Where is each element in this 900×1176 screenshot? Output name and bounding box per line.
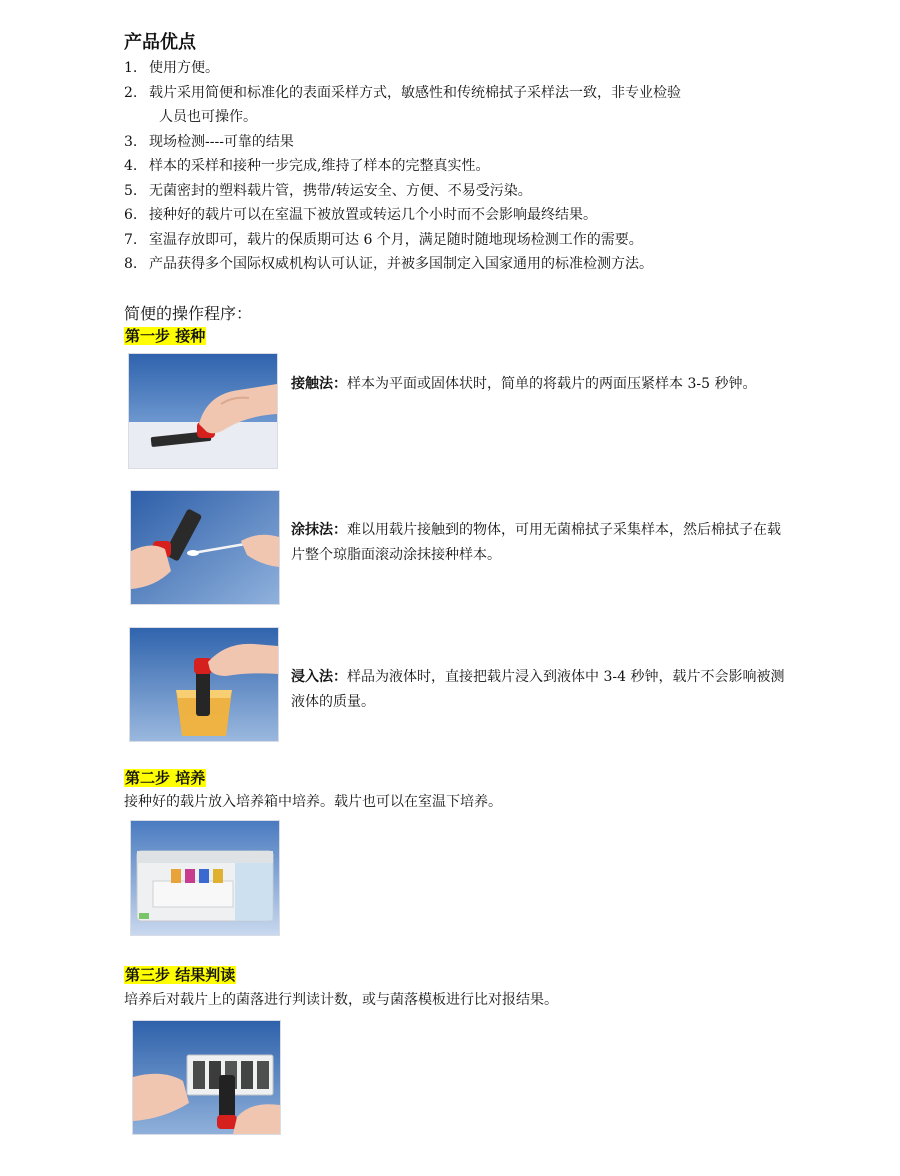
incubator-photo	[130, 820, 280, 936]
result-reading-photo	[132, 1020, 281, 1135]
method-name: 接触法：	[291, 376, 347, 392]
advantages-title: 产品优点	[124, 32, 196, 53]
method-name: 浸入法：	[291, 669, 347, 685]
list-item	[124, 228, 804, 253]
item-number: 6.	[124, 207, 138, 223]
item-number: 1.	[124, 60, 138, 76]
step2-label: 第二步 培养	[125, 769, 206, 787]
item-number: 3.	[124, 133, 138, 150]
list-item	[124, 252, 804, 277]
item-text: 产品获得多个国际权威机构认可认证，并被多国制定入国家通用的标准检测方法。	[149, 256, 653, 272]
method-description: 样本为平面或固体状时，简单的将载片的两面压紧样本 3-5 秒钟。	[347, 376, 757, 392]
procedure-heading: 简便的操作程序：	[124, 304, 253, 323]
item-text: 样本的采样和接种一步完成,维持了样本的完整真实性。	[149, 158, 490, 174]
list-item	[124, 203, 804, 228]
step1-label: 第一步 接种	[125, 327, 206, 345]
item-text: 接种好的载片可以在室温下被放置或转运几个小时而不会影响最终结果。	[149, 207, 597, 223]
list-item	[124, 130, 804, 155]
method-description: 难以用载片接触到的物体，可用无菌棉拭子采集样本，然后棉拭子在载片整个琼脂面滚动涂抹接种样本。	[291, 522, 781, 563]
swab-method-text	[291, 518, 791, 568]
list-item	[124, 81, 804, 130]
contact-method-photo	[128, 353, 278, 469]
item-number: 7.	[124, 231, 138, 248]
list-item	[124, 154, 804, 179]
contact-method-text	[291, 372, 791, 397]
method-name: 涂抹法：	[291, 522, 347, 538]
item-text: 使用方便。	[149, 60, 219, 76]
item-text: 载片采用简便和标准化的表面采样方式，敏感性和传统棉拭子采样法一致，非专业检验	[149, 84, 681, 101]
advantages-list	[124, 56, 804, 277]
item-number: 4.	[124, 158, 138, 174]
step2-heading	[124, 767, 206, 788]
step3-label: 第三步 结果判读	[125, 966, 236, 984]
step3-text: 培养后对载片上的菌落进行判读计数，或与菌落模板进行比对报结果。	[124, 992, 558, 1008]
immersion-method-photo	[129, 627, 279, 742]
step1-heading	[124, 325, 206, 346]
item-number: 8.	[124, 256, 138, 272]
step2-text: 接种好的载片放入培养箱中培养。载片也可以在室温下培养。	[124, 794, 502, 810]
item-text: 现场检测----可靠的结果	[149, 133, 294, 150]
swab-method-photo	[130, 490, 280, 605]
step3-heading	[124, 964, 236, 985]
item-text: 无菌密封的塑料载片管，携带/转运安全、方便、不易受污染。	[149, 182, 532, 199]
method-description: 样品为液体时，直接把载片浸入到液体中 3-4 秒钟，载片不会影响被测液体的质量。	[291, 669, 785, 710]
item-number: 5.	[124, 182, 138, 199]
list-item	[124, 179, 804, 204]
item-number: 2.	[124, 84, 138, 101]
list-item	[124, 56, 804, 81]
item-text: 室温存放即可，载片的保质期可达 6 个月，满足随时随地现场检测工作的需要。	[149, 231, 643, 248]
item-text-continuation: 人员也可操作。	[159, 109, 257, 125]
immersion-method-text	[291, 665, 791, 715]
